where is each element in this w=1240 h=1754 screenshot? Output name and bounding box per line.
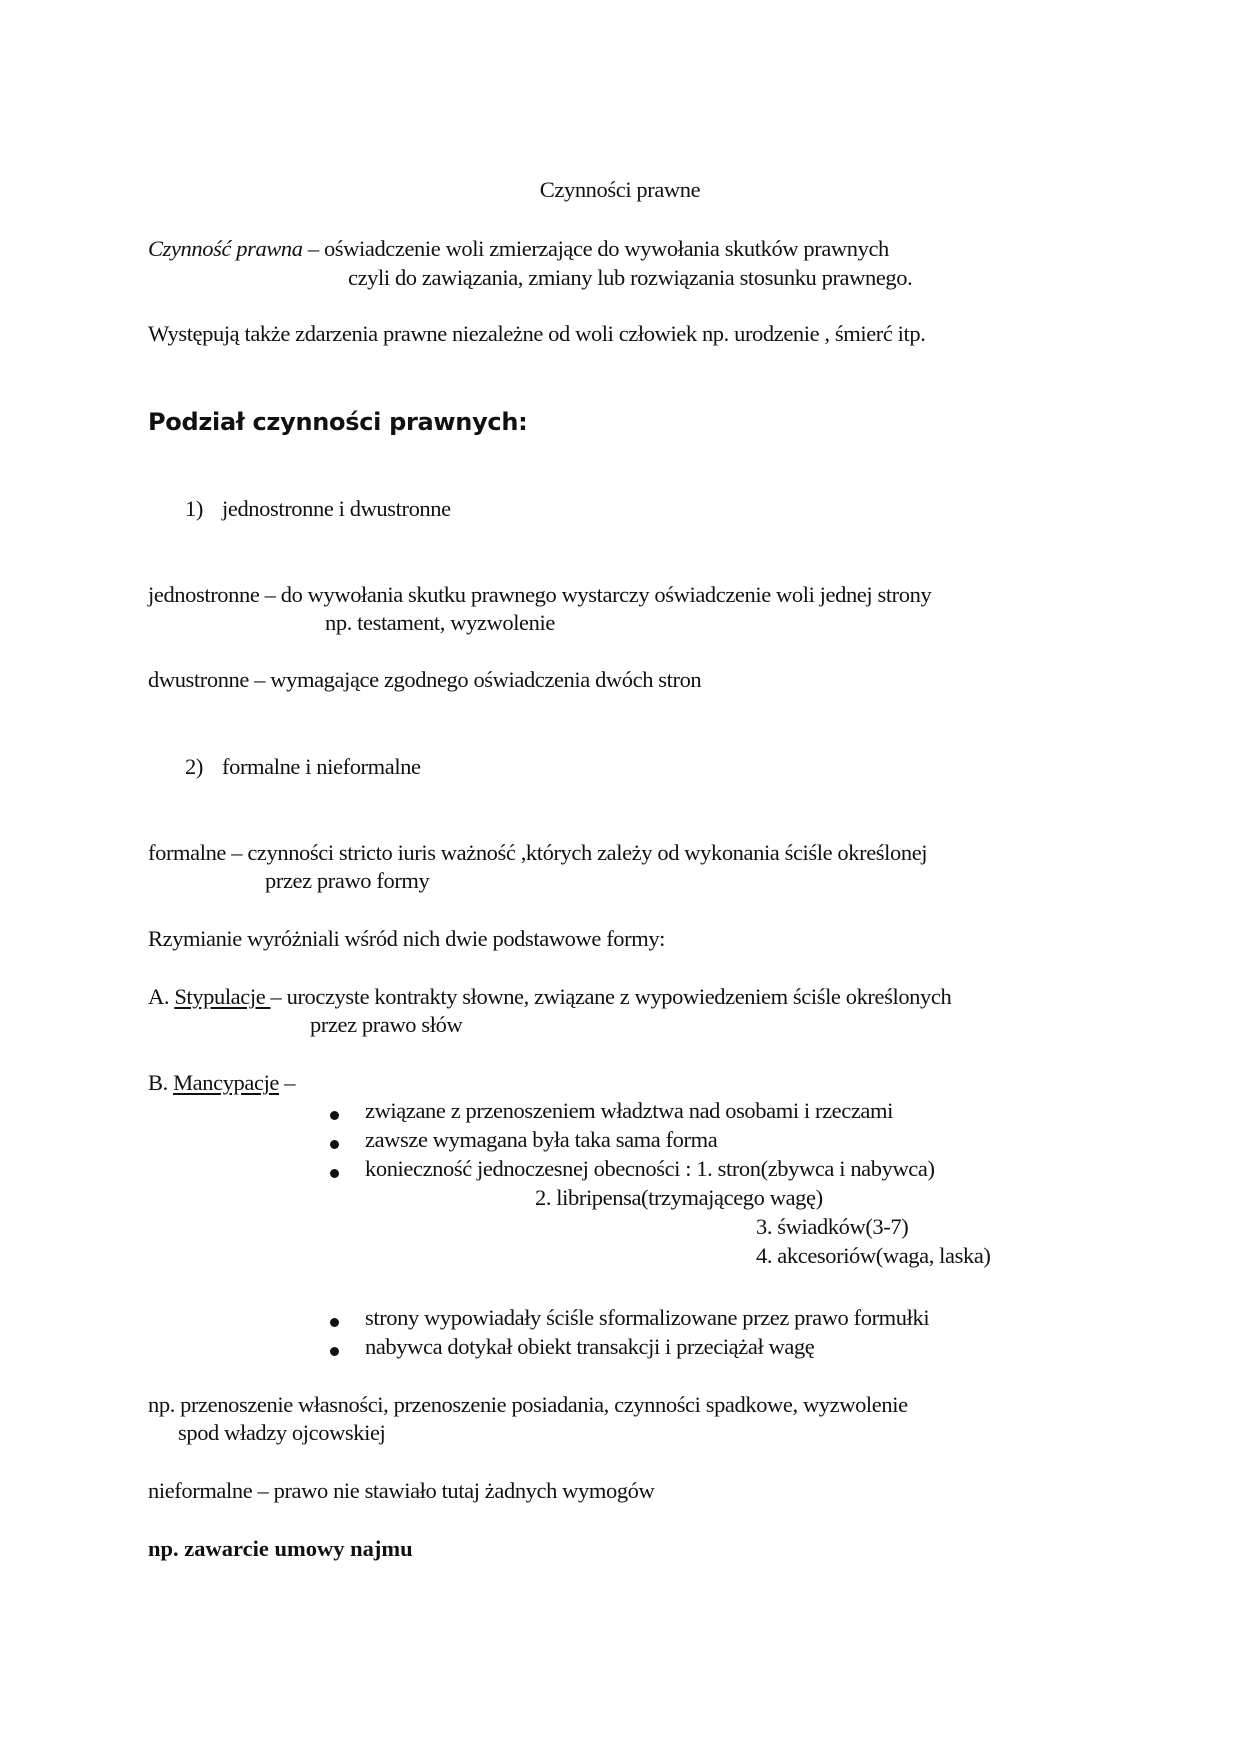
bullet-icon (330, 1111, 339, 1120)
formal-definition-line-2: przez prawo formy (265, 868, 430, 893)
unilateral-definition-line-1 (148, 581, 931, 609)
list-number-1: 1) (185, 496, 203, 521)
informal-definition (148, 1477, 654, 1505)
mancipation-bullet-1: związane z przenoszeniem władztwa nad osobami i rzeczami (365, 1098, 893, 1123)
list-label-2: formalne i nieformalne (222, 754, 421, 779)
definition-line-1 (148, 235, 889, 263)
mancipation-bullet-3: konieczność jednoczesnej obecności : 1. stron(zbywca i nabywca) (365, 1156, 935, 1181)
list-label-1: jednostronne i dwustronne (222, 496, 451, 521)
unilateral-text: – do wywołania skutku prawnego wystarczy oświadczenie woli jednej strony (259, 582, 932, 607)
unilateral-term: jednostronne (148, 582, 260, 607)
romans-intro: Rzymianie wyróżniali wśród nich dwie podstawowe formy: (148, 926, 666, 951)
list-number-2: 2) (185, 754, 203, 779)
definition-text-1: oświadczenie woli zmierzające do wywołania skutków prawnych (323, 236, 889, 261)
formal-text: – czynności stricto iuris ważność ,których zależy od wykonania ściśle określonej (226, 840, 928, 865)
bilateral-definition (148, 666, 701, 694)
mancipation-bullet-4: strony wypowiadały ściśle sformalizowane przez prawo formułki (365, 1305, 930, 1330)
bilateral-term: dwustronne (148, 667, 249, 692)
formal-term: formalne (148, 840, 227, 865)
bullet-icon (330, 1347, 339, 1356)
informal-example: np. zawarcie umowy najmu (148, 1536, 413, 1561)
bilateral-text: – wymagające zgodnego oświadczenia dwóch stron (249, 667, 702, 692)
stipulation-text: – uroczyste kontrakty słowne, związane z wypowiedzeniem ściśle określonych (270, 984, 952, 1009)
bullet-icon (330, 1140, 339, 1149)
unilateral-definition-line-2: np. testament, wyzwolenie (325, 610, 555, 635)
definition-line-2: czyli do zawiązania, zmiany lub rozwiązania stosunku prawnego. (348, 265, 913, 290)
presence-item-4: 4. akcesoriów(waga, laska) (756, 1243, 991, 1268)
mancipation-prefix: B. (148, 1070, 174, 1095)
definition-dash: – (302, 236, 324, 261)
definition-term: Czynność prawna (148, 236, 303, 261)
stipulation-prefix: A. (148, 984, 175, 1009)
examples-line-2: spod władzy ojcowskiej (178, 1420, 386, 1445)
formal-definition-line-1 (148, 839, 927, 867)
mancipation-heading (148, 1069, 295, 1097)
bullet-icon (330, 1318, 339, 1327)
note-paragraph: Występują także zdarzenia prawne niezależne od woli człowiek np. urodzenie , śmierć itp. (148, 321, 926, 346)
presence-item-3: 3. świadków(3-7) (756, 1214, 909, 1239)
mancipation-bullet-2: zawsze wymagana była taka sama forma (365, 1127, 718, 1152)
bullet-icon (330, 1169, 339, 1178)
stipulation-line-2: przez prawo słów (310, 1012, 463, 1037)
mancipation-suffix: – (279, 1070, 296, 1095)
section-heading: Podział czynności prawnych: (148, 408, 528, 436)
stipulation-line-1 (148, 983, 951, 1011)
examples-line-1: np. przenoszenie własności, przenoszenie posiadania, czynności spadkowe, wyzwolenie (148, 1392, 908, 1417)
document-title: Czynności prawne (539, 177, 701, 202)
mancipation-name: Mancypacje (173, 1070, 280, 1095)
informal-text: – prawo nie stawiało tutaj żadnych wymogów (252, 1478, 655, 1503)
presence-item-2: 2. libripensa(trzymającego wagę) (535, 1185, 823, 1210)
mancipation-bullet-5: nabywca dotykał obiekt transakcji i przeciążał wagę (365, 1334, 815, 1359)
stipulation-name: Stypulacje (174, 984, 271, 1009)
informal-term: nieformalne (148, 1478, 253, 1503)
